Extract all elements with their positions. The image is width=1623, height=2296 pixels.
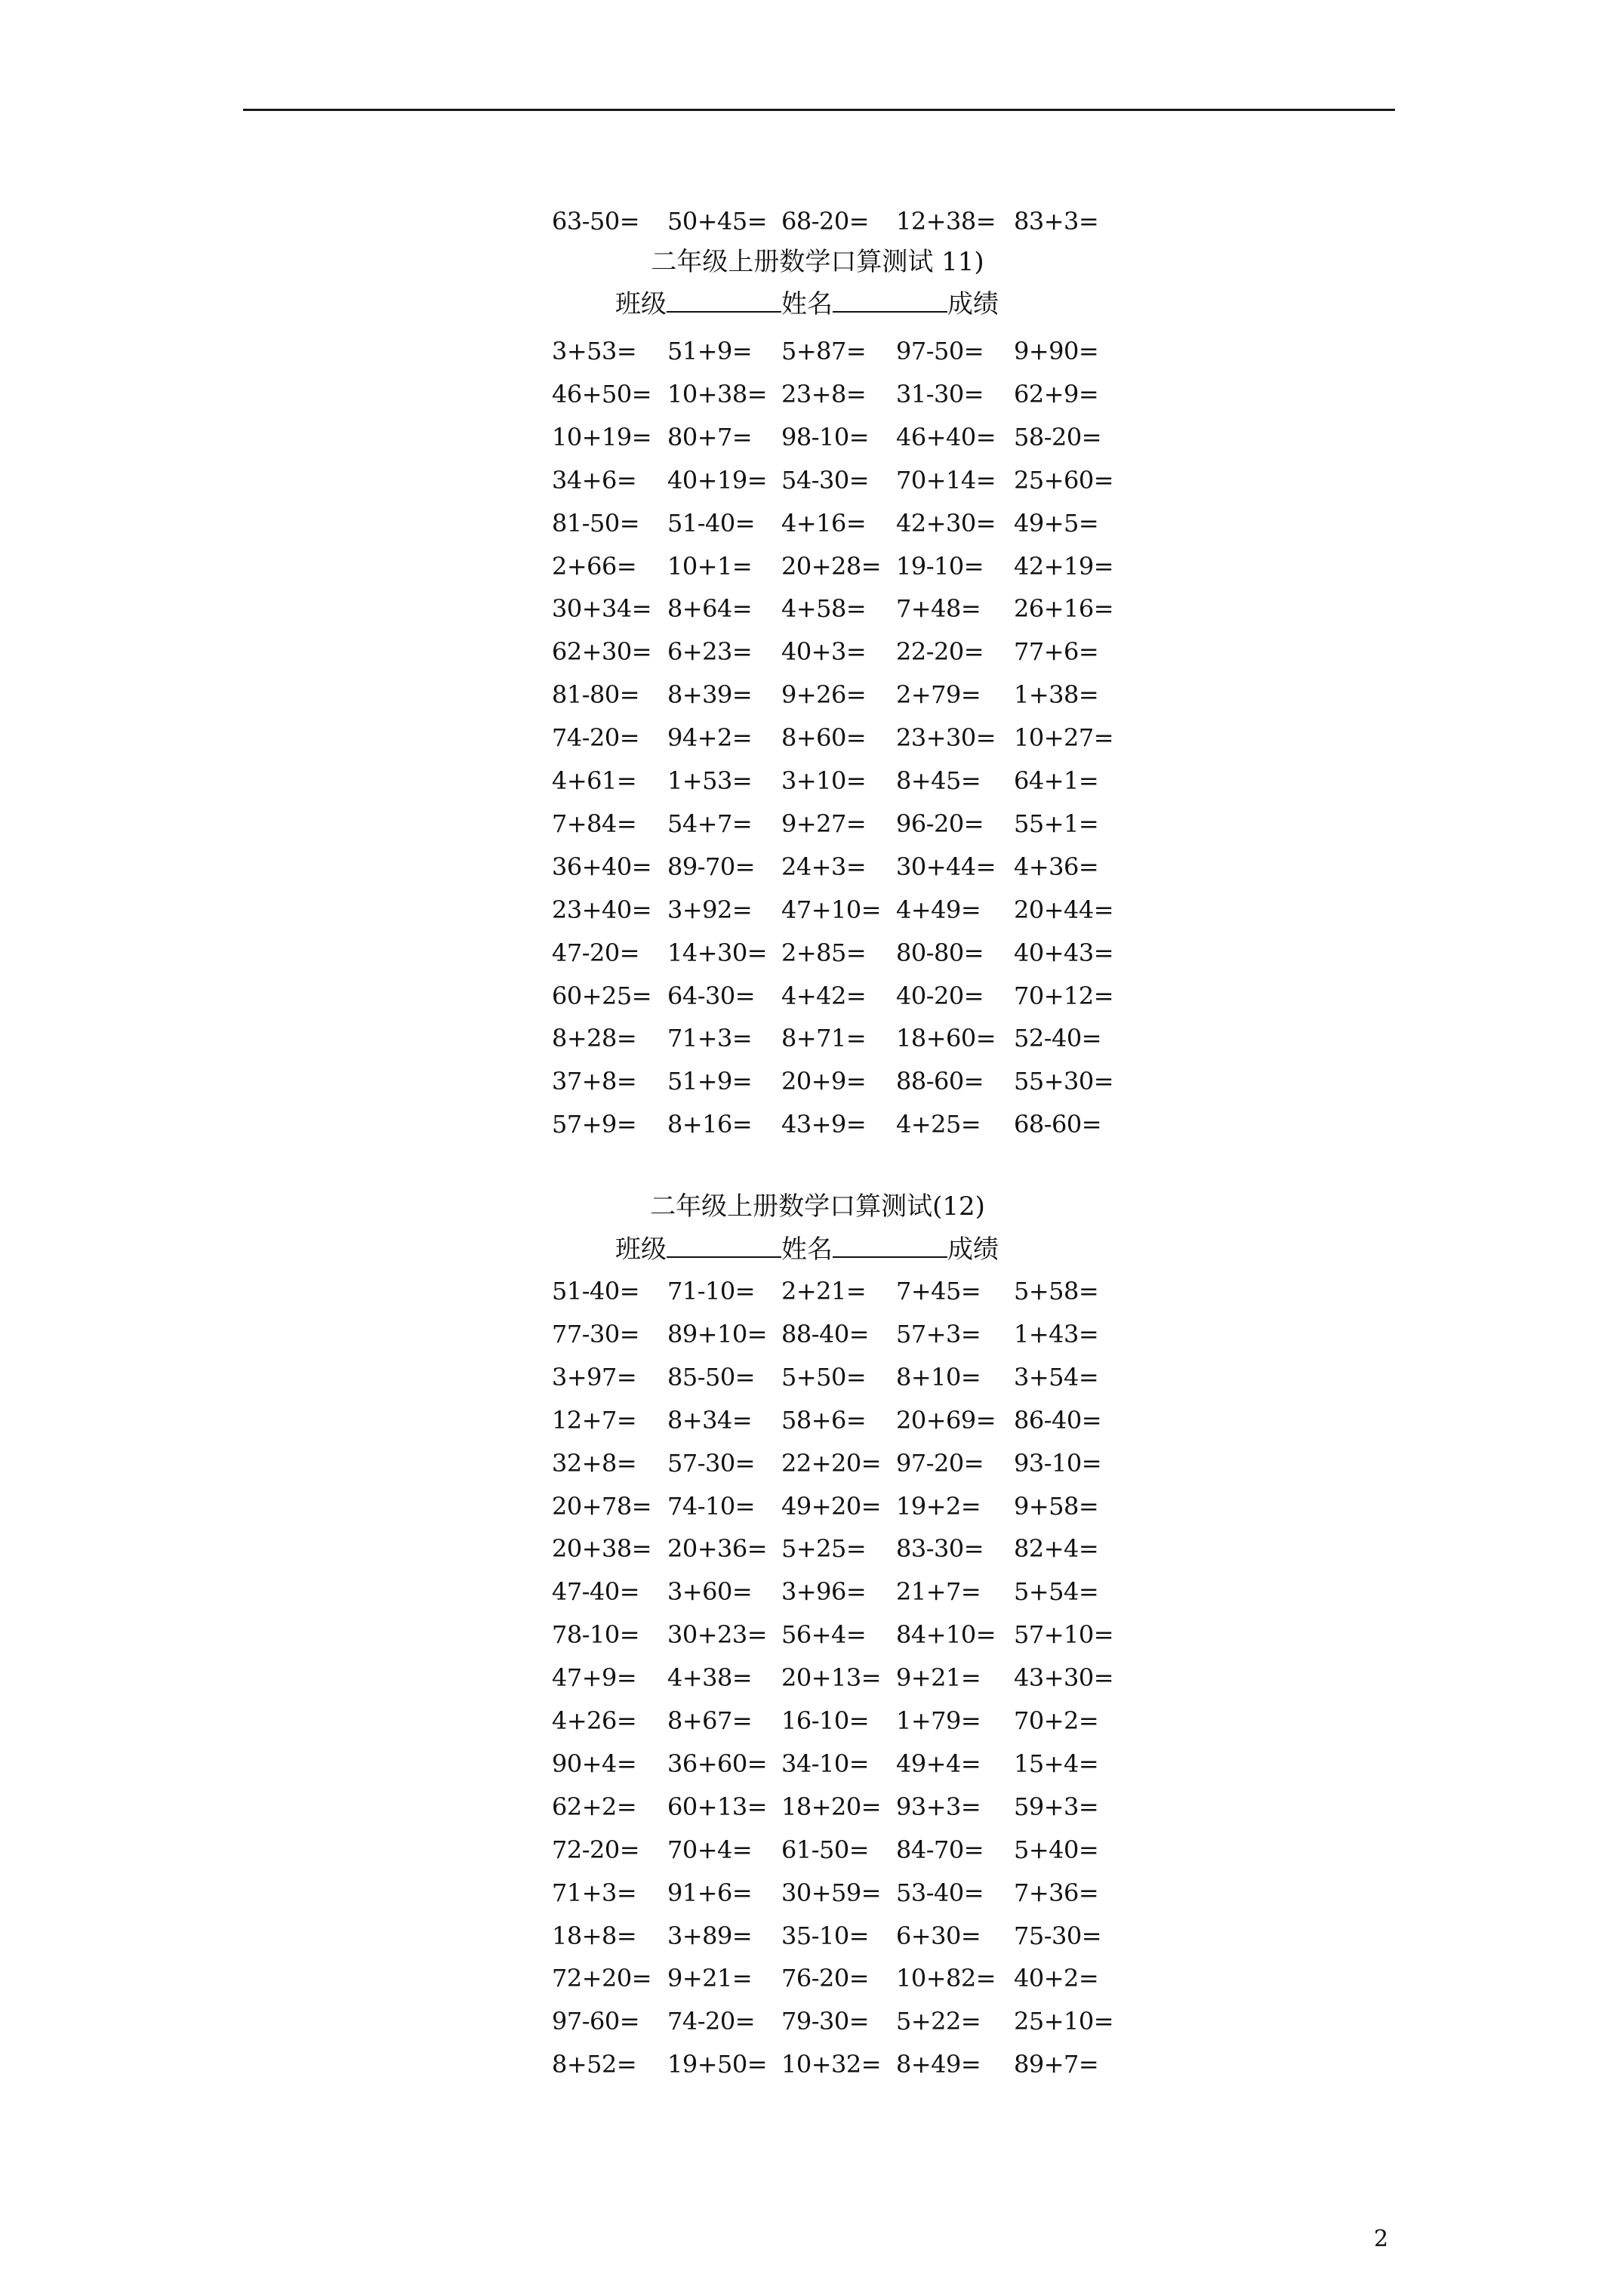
problem-cell: 68-60= — [1014, 1110, 1102, 1139]
problem-cell: 9+21= — [667, 1964, 753, 1993]
problem-cell: 86-40= — [1014, 1405, 1102, 1435]
problem-cell: 2+85= — [781, 938, 867, 967]
problem-cell: 2+21= — [781, 1277, 867, 1305]
problem-cell: 58-20= — [1014, 422, 1102, 451]
problem-cell: 5+25= — [781, 1534, 867, 1564]
problem-cell: 59+3= — [1014, 1792, 1099, 1821]
problem-cell: 54+7= — [667, 809, 753, 838]
problem-cell: 94+2= — [667, 723, 753, 753]
class-blank — [667, 1234, 781, 1258]
problem-cell: 80-80= — [896, 938, 984, 967]
problem-cell: 7+45= — [896, 1277, 981, 1305]
problem-cell: 63-50= — [552, 207, 640, 236]
problem-cell: 61-50= — [781, 1835, 870, 1864]
problem-cell: 31-30= — [896, 379, 984, 408]
problem-cell: 93-10= — [1014, 1448, 1102, 1478]
problem-cell: 79-30= — [781, 2007, 870, 2036]
problem-cell: 20+69= — [896, 1405, 996, 1435]
problem-cell: 97-20= — [896, 1448, 984, 1478]
problem-cell: 51-40= — [667, 508, 756, 538]
problem-cell: 34+6= — [552, 465, 637, 495]
problem-cell: 2+66= — [552, 551, 637, 581]
problem-cell: 76-20= — [781, 1964, 870, 1993]
problem-cell: 20+44= — [1014, 895, 1114, 924]
problem-cell: 49+4= — [896, 1749, 981, 1778]
problem-cell: 3+53= — [552, 337, 637, 365]
problem-cell: 8+71= — [781, 1024, 867, 1053]
class-blank — [667, 288, 781, 313]
problem-cell: 71+3= — [667, 1024, 753, 1053]
problem-cell: 70+2= — [1014, 1706, 1099, 1735]
problem-cell: 70+4= — [667, 1835, 753, 1864]
name-label: 姓名 — [781, 1234, 833, 1265]
problem-cell: 12+7= — [552, 1405, 637, 1435]
problem-cell: 14+30= — [667, 938, 768, 967]
problem-cell: 62+9= — [1014, 379, 1099, 408]
problem-cell: 70+12= — [1014, 981, 1114, 1010]
problem-cell: 4+38= — [667, 1663, 753, 1693]
problem-cell: 25+10= — [1014, 2007, 1114, 2036]
problem-cell: 8+45= — [896, 766, 981, 795]
class-label: 班级 — [615, 289, 667, 319]
class-label: 班级 — [615, 1234, 667, 1265]
problem-cell: 40+19= — [667, 465, 768, 495]
problem-cell: 10+38= — [667, 379, 768, 408]
problem-cell: 3+89= — [667, 1921, 753, 1950]
name-blank — [833, 288, 947, 313]
problem-cell: 22+20= — [781, 1448, 882, 1478]
problem-cell: 3+60= — [667, 1577, 753, 1607]
problem-cell: 7+36= — [1014, 1878, 1099, 1907]
score-label: 成绩 — [947, 1234, 999, 1265]
problem-cell: 8+28= — [552, 1024, 637, 1053]
problem-cell: 21+7= — [896, 1577, 981, 1607]
problem-cell: 20+9= — [781, 1067, 867, 1096]
problem-cell: 8+16= — [667, 1110, 753, 1139]
problem-cell: 6+23= — [667, 637, 753, 667]
problem-cell: 25+60= — [1014, 465, 1114, 495]
problem-cell: 47+9= — [552, 1663, 637, 1693]
problem-cell: 42+30= — [896, 508, 996, 538]
problem-cell: 26+16= — [1014, 594, 1114, 624]
problem-cell: 82+4= — [1014, 1534, 1099, 1564]
problem-cell: 4+26= — [552, 1706, 637, 1735]
problem-cell: 91+6= — [667, 1878, 753, 1907]
problem-cell: 84-70= — [896, 1835, 984, 1864]
problem-cell: 83-30= — [896, 1534, 984, 1564]
problem-cell: 70+14= — [896, 465, 996, 495]
problem-cell: 52-40= — [1014, 1024, 1102, 1053]
problem-cell: 40+3= — [781, 637, 867, 667]
problem-cell: 7+48= — [896, 594, 981, 624]
problem-cell: 89-70= — [667, 852, 756, 881]
problem-cell: 10+1= — [667, 551, 753, 581]
problem-cell: 74-20= — [667, 2007, 756, 2036]
problem-cell: 18+20= — [781, 1792, 882, 1821]
problem-cell: 78-10= — [552, 1620, 640, 1650]
problem-cell: 43+9= — [781, 1110, 867, 1139]
problem-cell: 4+58= — [781, 594, 867, 624]
problem-cell: 81-80= — [552, 680, 640, 710]
problem-cell: 5+22= — [896, 2007, 981, 2036]
problem-cell: 53-40= — [896, 1878, 984, 1907]
problem-cell: 40+43= — [1014, 938, 1114, 967]
problem-cell: 93+3= — [896, 1792, 981, 1821]
problem-cell: 1+43= — [1014, 1319, 1099, 1348]
problem-cell: 8+67= — [667, 1706, 753, 1735]
problem-cell: 46+50= — [552, 379, 652, 408]
problem-cell: 10+82= — [896, 1964, 996, 1993]
problem-cell: 1+38= — [1014, 680, 1099, 710]
problem-cell: 64+1= — [1014, 766, 1099, 795]
problem-cell: 97-50= — [896, 337, 984, 365]
problem-cell: 42+19= — [1014, 551, 1114, 581]
problem-cell: 4+49= — [896, 895, 981, 924]
problem-cell: 30+34= — [552, 594, 652, 624]
section1-info-line — [615, 288, 999, 319]
problem-cell: 47+10= — [781, 895, 882, 924]
problem-cell: 30+23= — [667, 1620, 768, 1650]
problem-cell: 6+30= — [896, 1921, 981, 1950]
problem-cell: 10+19= — [552, 422, 652, 451]
problem-cell: 23+40= — [552, 895, 652, 924]
problem-cell: 88-60= — [896, 1067, 984, 1096]
problem-cell: 97-60= — [552, 2007, 640, 2036]
problem-cell: 10+27= — [1014, 723, 1114, 753]
problem-cell: 18+8= — [552, 1921, 637, 1950]
problem-cell: 36+60= — [667, 1749, 768, 1778]
problem-cell: 83+3= — [1014, 207, 1099, 236]
problem-cell: 23+8= — [781, 379, 867, 408]
problem-cell: 18+60= — [896, 1024, 996, 1053]
problem-cell: 8+34= — [667, 1405, 753, 1435]
problem-cell: 4+42= — [781, 981, 867, 1010]
problem-cell: 22-20= — [896, 637, 984, 667]
problem-cell: 58+6= — [781, 1405, 867, 1435]
problem-cell: 84+10= — [896, 1620, 996, 1650]
problem-cell: 85-50= — [667, 1362, 756, 1391]
problem-cell: 35-10= — [781, 1921, 870, 1950]
problem-cell: 9+27= — [781, 809, 867, 838]
problem-cell: 7+84= — [552, 809, 637, 838]
problem-cell: 1+79= — [896, 1706, 981, 1735]
problem-cell: 8+60= — [781, 723, 867, 753]
problem-cell: 1+53= — [667, 766, 753, 795]
problem-cell: 20+36= — [667, 1534, 768, 1564]
problem-cell: 5+40= — [1014, 1835, 1099, 1864]
problem-cell: 19-10= — [896, 551, 984, 581]
problem-cell: 3+54= — [1014, 1362, 1099, 1391]
problem-cell: 57-30= — [667, 1448, 756, 1478]
problem-cell: 49+20= — [781, 1491, 882, 1521]
problem-cell: 4+36= — [1014, 852, 1099, 881]
problem-cell: 77-30= — [552, 1319, 640, 1348]
problem-cell: 55+1= — [1014, 809, 1099, 838]
problem-cell: 77+6= — [1014, 637, 1099, 667]
problem-cell: 47-20= — [552, 938, 640, 967]
problem-cell: 57+9= — [552, 1110, 637, 1139]
problem-cell: 20+38= — [552, 1534, 652, 1564]
problem-cell: 4+61= — [552, 766, 637, 795]
problem-cell: 40+2= — [1014, 1964, 1099, 1993]
problem-cell: 5+58= — [1014, 1277, 1099, 1305]
problem-cell: 72-20= — [552, 1835, 640, 1864]
problem-cell: 5+50= — [781, 1362, 867, 1391]
problem-cell: 9+90= — [1014, 337, 1099, 365]
problem-cell: 62+30= — [552, 637, 652, 667]
header-rule — [243, 109, 1395, 111]
problem-cell: 20+13= — [781, 1663, 882, 1693]
score-label: 成绩 — [947, 289, 999, 319]
problem-cell: 15+4= — [1014, 1749, 1099, 1778]
problem-cell: 90+4= — [552, 1749, 637, 1778]
name-label: 姓名 — [781, 289, 833, 319]
problem-cell: 88-40= — [781, 1319, 870, 1348]
problem-cell: 71+3= — [552, 1878, 637, 1907]
problem-cell: 60+13= — [667, 1792, 768, 1821]
problem-cell: 30+59= — [781, 1878, 882, 1907]
problem-cell: 80+7= — [667, 422, 753, 451]
problem-cell: 51-40= — [552, 1277, 640, 1305]
problem-cell: 8+49= — [896, 2050, 981, 2079]
problem-cell: 8+64= — [667, 594, 753, 624]
problem-cell: 96-20= — [896, 809, 984, 838]
problem-cell: 3+92= — [667, 895, 753, 924]
problem-cell: 74-10= — [667, 1491, 756, 1521]
problem-cell: 34-10= — [781, 1749, 870, 1778]
problem-cell: 30+44= — [896, 852, 996, 881]
problem-cell: 8+10= — [896, 1362, 981, 1391]
section1-title: 二年级上册数学口算测试 11) — [651, 247, 984, 277]
problem-cell: 68-20= — [781, 207, 870, 236]
problem-cell: 37+8= — [552, 1067, 637, 1096]
problem-cell: 8+39= — [667, 680, 753, 710]
problem-cell: 50+45= — [667, 207, 768, 236]
problem-cell: 75-30= — [1014, 1921, 1102, 1950]
problem-cell: 24+3= — [781, 852, 867, 881]
problem-cell: 62+2= — [552, 1792, 637, 1821]
problem-cell: 2+79= — [896, 680, 981, 710]
problem-cell: 8+52= — [552, 2050, 637, 2079]
problem-cell: 57+10= — [1014, 1620, 1114, 1650]
problem-cell: 71-10= — [667, 1277, 756, 1305]
problem-cell: 5+54= — [1014, 1577, 1099, 1607]
problem-cell: 49+5= — [1014, 508, 1099, 538]
section2-title: 二年级上册数学口算测试(12) — [650, 1191, 985, 1222]
problem-cell: 46+40= — [896, 422, 996, 451]
problem-cell: 12+38= — [896, 207, 996, 236]
problem-cell: 3+10= — [781, 766, 867, 795]
problem-cell: 64-30= — [667, 981, 756, 1010]
problem-cell: 5+87= — [781, 337, 867, 365]
problem-cell: 98-10= — [781, 422, 870, 451]
problem-cell: 32+8= — [552, 1448, 637, 1478]
problem-cell: 36+40= — [552, 852, 652, 881]
problem-cell: 81-50= — [552, 508, 640, 538]
problem-cell: 23+30= — [896, 723, 996, 753]
problem-cell: 55+30= — [1014, 1067, 1114, 1096]
problem-cell: 20+28= — [781, 551, 882, 581]
problem-cell: 10+32= — [781, 2050, 882, 2079]
problem-cell: 57+3= — [896, 1319, 981, 1348]
problem-cell: 74-20= — [552, 723, 640, 753]
problem-cell: 72+20= — [552, 1964, 652, 1993]
problem-cell: 4+16= — [781, 508, 867, 538]
problem-cell: 4+25= — [896, 1110, 981, 1139]
problem-cell: 19+50= — [667, 2050, 768, 2079]
problem-cell: 89+7= — [1014, 2050, 1099, 2079]
problem-cell: 16-10= — [781, 1706, 870, 1735]
problem-cell: 47-40= — [552, 1577, 640, 1607]
problem-cell: 19+2= — [896, 1491, 981, 1521]
problem-cell: 60+25= — [552, 981, 652, 1010]
problem-cell: 51+9= — [667, 1067, 753, 1096]
section2-info-line — [615, 1234, 999, 1265]
problem-cell: 9+26= — [781, 680, 867, 710]
page-number: 2 — [1374, 2226, 1389, 2252]
problem-cell: 9+58= — [1014, 1491, 1099, 1521]
problem-cell: 43+30= — [1014, 1663, 1114, 1693]
problem-cell: 56+4= — [781, 1620, 867, 1650]
problem-cell: 20+78= — [552, 1491, 652, 1521]
problem-cell: 89+10= — [667, 1319, 768, 1348]
problem-cell: 3+97= — [552, 1362, 637, 1391]
problem-cell: 54-30= — [781, 465, 870, 495]
problem-cell: 3+96= — [781, 1577, 867, 1607]
problem-cell: 40-20= — [896, 981, 984, 1010]
name-blank — [833, 1234, 947, 1258]
problem-cell: 9+21= — [896, 1663, 981, 1693]
problem-cell: 51+9= — [667, 337, 753, 365]
